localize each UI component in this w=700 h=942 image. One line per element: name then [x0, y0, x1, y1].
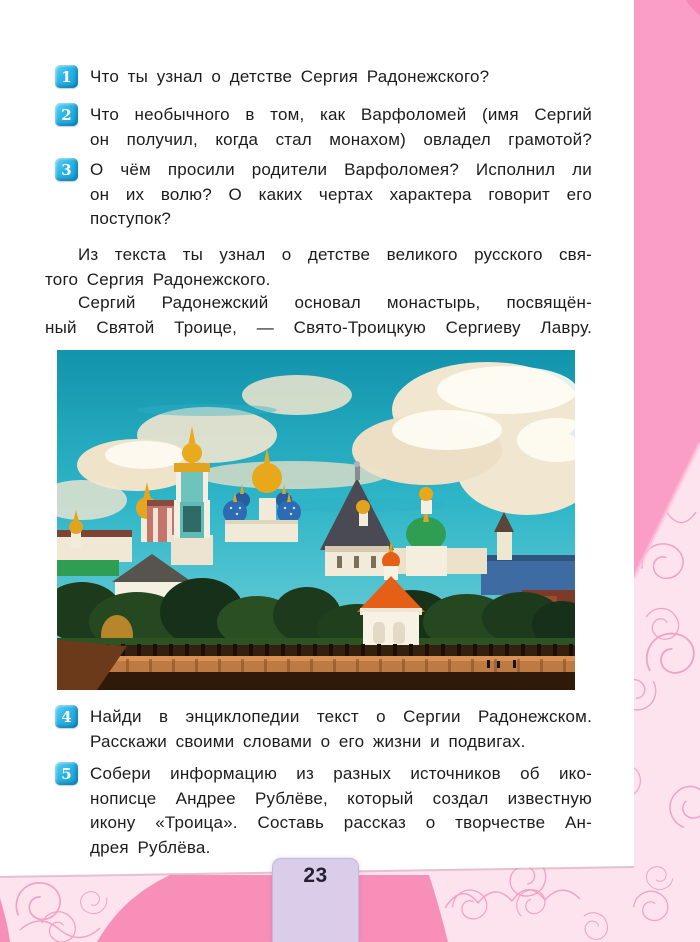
question-text-line: нописце Андрее Рублёве, который создал известную	[90, 788, 592, 808]
question-text-line: Расскажи своими словами о его жизни и подвигах.	[90, 731, 526, 751]
paragraph-line: Из текста ты узнал о детстве великого русского свя-	[78, 245, 592, 264]
question-number: 3	[61, 160, 72, 179]
question-text-line: дрея Рублёва.	[90, 837, 211, 857]
paragraph-1	[45, 243, 592, 292]
page-number-tab	[272, 858, 359, 942]
question-block-3	[55, 158, 592, 232]
question-block-2	[55, 103, 592, 152]
question-text-line: он их волю? О каких чертах характера говорит его	[90, 184, 592, 204]
question-badge-3	[55, 158, 78, 181]
monastery-photo	[57, 350, 575, 690]
question-number: 2	[61, 105, 72, 124]
paragraph-2	[45, 291, 592, 340]
page-number: 23	[303, 864, 328, 887]
question-text-line: О чём просили родители Варфоломея? Исполнил ли	[90, 160, 592, 179]
question-text-line: Что ты узнал о детстве Сергия Радонежского?	[90, 67, 490, 86]
question-text-line: поступок?	[90, 209, 171, 228]
question-block-4	[55, 705, 592, 754]
question-badge-4	[55, 705, 78, 728]
question-text-line: он получил, когда стал монахом) овладел грамотой?	[90, 129, 592, 149]
paragraph-line: Сергий Радонежский основал монастырь, посвящён-	[78, 293, 592, 312]
photo-embankment	[57, 640, 575, 690]
question-number: 1	[61, 67, 72, 86]
question-number: 4	[61, 707, 72, 726]
question-block-5	[55, 762, 592, 860]
paragraph-line: того Сергия Радонежского.	[45, 269, 271, 289]
question-text-line: икону «Троица». Составь рассказ о творчестве Ан-	[90, 813, 592, 832]
question-number: 5	[61, 764, 72, 783]
question-text-line: Найди в энциклопедии текст о Сергии Радонежском.	[90, 707, 592, 726]
question-block-1	[55, 65, 592, 90]
question-badge-5	[55, 762, 78, 785]
question-badge-1	[55, 65, 78, 88]
question-text-line: Что необычного в том, как Варфоломей (имя Сергий	[90, 105, 592, 124]
question-badge-2	[55, 103, 78, 126]
question-text-line: Собери информацию из разных источников об ико-	[90, 764, 592, 783]
paragraph-line: ный Святой Троице, — Свято-Троицкую Сергиеву Лавру.	[45, 317, 592, 337]
